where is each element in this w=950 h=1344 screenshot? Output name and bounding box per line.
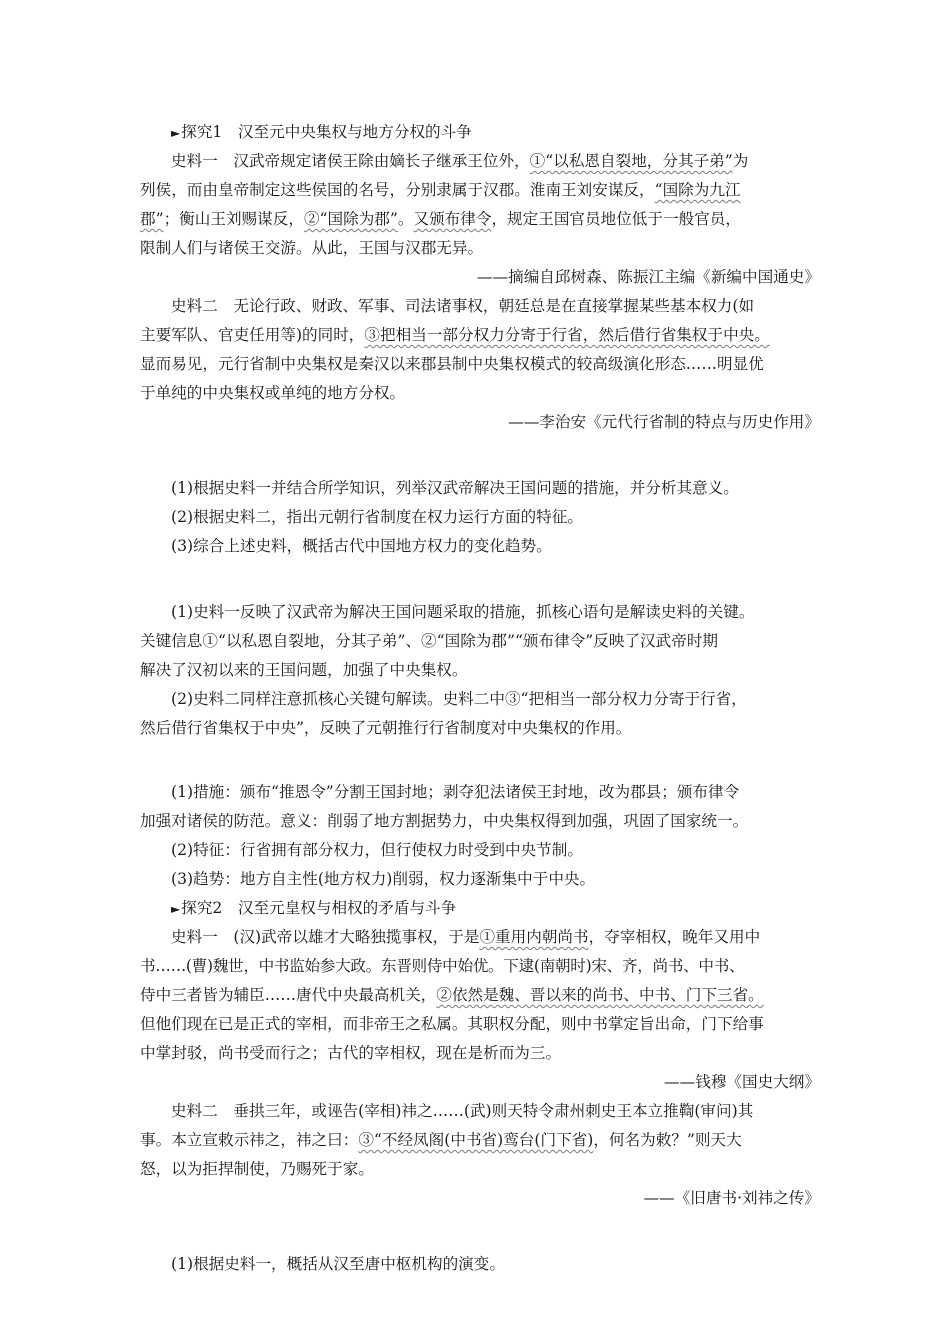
paragraph-line: 怒，以为拒捍制使，乃赐死于家。 [140,1160,374,1178]
paragraph-line: 于单纯的中央集权或单纯的地方分权。 [140,384,406,402]
paragraph-line [140,1126,820,1155]
analysis-line: (2)史料二同样注意抓核心关键句解读。史料二中③“把相当一部分权力分寄于行省， [171,690,747,708]
text-run: 事。本立宣敕示祎之，祎之曰： [140,1131,359,1149]
paragraph-line [140,923,820,952]
text-run: 为 [732,152,749,170]
triangle-marker-icon: ► [171,902,181,916]
section-heading [140,118,820,147]
analysis-line: 解决了汉初以来的王国问题，加强了中央集权。 [140,661,468,679]
analysis-line: 关键信息①“以私恩自裂地，分其子弟”、②“国除为郡”“颁布律令”反映了汉武帝时期 [140,632,719,650]
key-quote: “国除为九江 [654,181,741,199]
answer-line: (2)特征：行省拥有部分权力，但行使权力时受到中央节制。 [171,841,583,859]
paragraph-line: 史料二 无论行政、财政、军事、司法诸事权，朝廷总是在直接掌握某些基本权力(如 [171,297,755,315]
key-quote: ②“国除为郡” [303,210,398,228]
citation: ——李治安《元代行省制的特点与历史作用》 [508,413,820,431]
answer-line: (3)趋势：地方自主性(地方权力)削弱，权力逐渐集中于中央。 [171,870,596,888]
citation: ——摘编自邱树森、陈振江主编《新编中国通史》 [476,268,820,286]
paragraph-line: 但他们现在已是正式的宰相，而非帝王之私属。其职权分配，则中书掌定旨出命，门下给事 [140,1015,764,1033]
section-heading [140,894,820,923]
text-run: ，规定王国官员地位低于一般官员， [491,210,741,228]
paragraph-line: 书……(曹)魏世，中书监始参大政。东晋则侍中始优。下逮(南朝时)宋、齐，尚书、中书、 [140,957,745,975]
paragraph-line [140,205,820,234]
document-page [140,118,820,1279]
key-quote: 又颁布律令 [413,210,492,228]
text-run: 列侯，而由皇帝制定这些侯国的名号，分别隶属于汉郡。淮南王刘安谋反， [140,181,655,199]
key-quote: ①“以私恩自裂地，分其子弟” [529,152,733,170]
text-run: 史料一 汉武帝规定诸侯王除由嫡长子继承王位外， [171,152,530,170]
key-quote: ③“不经凤阁(中书省)鸾台(门下省) [358,1131,594,1149]
section-title: 探究2 汉至元皇权与相权的矛盾与斗争 [181,899,457,917]
citation: ——《旧唐书·刘祎之传》 [643,1189,820,1207]
text-run: 史料一 (汉)武帝以雄才大略独揽事权，于是 [171,928,480,946]
answer-line: 加强对诸侯的防范。意义：削弱了地方割据势力，中央集权得到加强，巩固了国家统一。 [140,812,749,830]
paragraph-line: 史料二 垂拱三年，或诬告(宰相)祎之……(武)则天特令肃州刺史王本立推鞫(审问)其 [171,1102,754,1120]
key-quote: ③把相当一部分权力分寄于行省，然后借行省集权于中央。 [364,326,770,344]
analysis-line: (1)史料一反映了汉武帝为解决王国问题采取的措施，抓核心语句是解读史料的关键。 [171,603,755,621]
paragraph-line [140,147,820,176]
text-run: ；衡山王刘赐谋反， [163,210,304,228]
text-run: 。 [397,210,414,228]
key-quote: ①重用内朝尚书 [479,928,589,946]
text-run: 主要军队、官吏任用等)的同时， [140,326,365,344]
paragraph-line [140,981,820,1010]
text-run: ，何名为敕？”则天大 [593,1131,742,1149]
paragraph-line: 限制人们与诸侯王交游。从此，王国与汉郡无异。 [140,239,484,257]
analysis-line: 然后借行省集权于中央”，反映了元朝推行行省制度对中央集权的作用。 [140,719,632,737]
citation: ——钱穆《国史大纲》 [664,1073,820,1091]
key-quote: 郡” [140,210,164,228]
answer-line: (1)措施：颁布“推恩令”分割王国封地；剥夺犯法诸侯王封地，改为郡县；颁布律令 [171,783,740,801]
section-title: 探究1 汉至元中央集权与地方分权的斗争 [181,123,472,141]
question-item: (1)根据史料一并结合所学知识，列举汉武帝解决王国问题的措施，并分析其意义。 [171,479,739,497]
paragraph-line [140,321,820,350]
question-item: (3)综合上述史料，概括古代中国地方权力的变化趋势。 [171,537,552,555]
text-run: ，夺宰相权，晚年又用中 [588,928,761,946]
paragraph-line [140,176,820,205]
paragraph-line: 显而易见，元行省制中央集权是秦汉以来郡县制中央集权模式的较高级演化形态……明显优 [140,355,764,373]
text-run: 侍中三者皆为辅臣……唐代中央最高机关， [140,986,437,1004]
question-item: (2)根据史料二，指出元朝行省制度在权力运行方面的特征。 [171,508,583,526]
triangle-marker-icon: ► [171,126,181,140]
question-item: (1)根据史料一，概括从汉至唐中枢机构的演变。 [171,1255,505,1273]
paragraph-line: 中掌封驳，尚书受而行之；古代的宰相权，现在是析而为三。 [140,1044,562,1062]
key-quote: ②依然是魏、晋以来的尚书、中书、门下三省。 [436,986,764,1004]
